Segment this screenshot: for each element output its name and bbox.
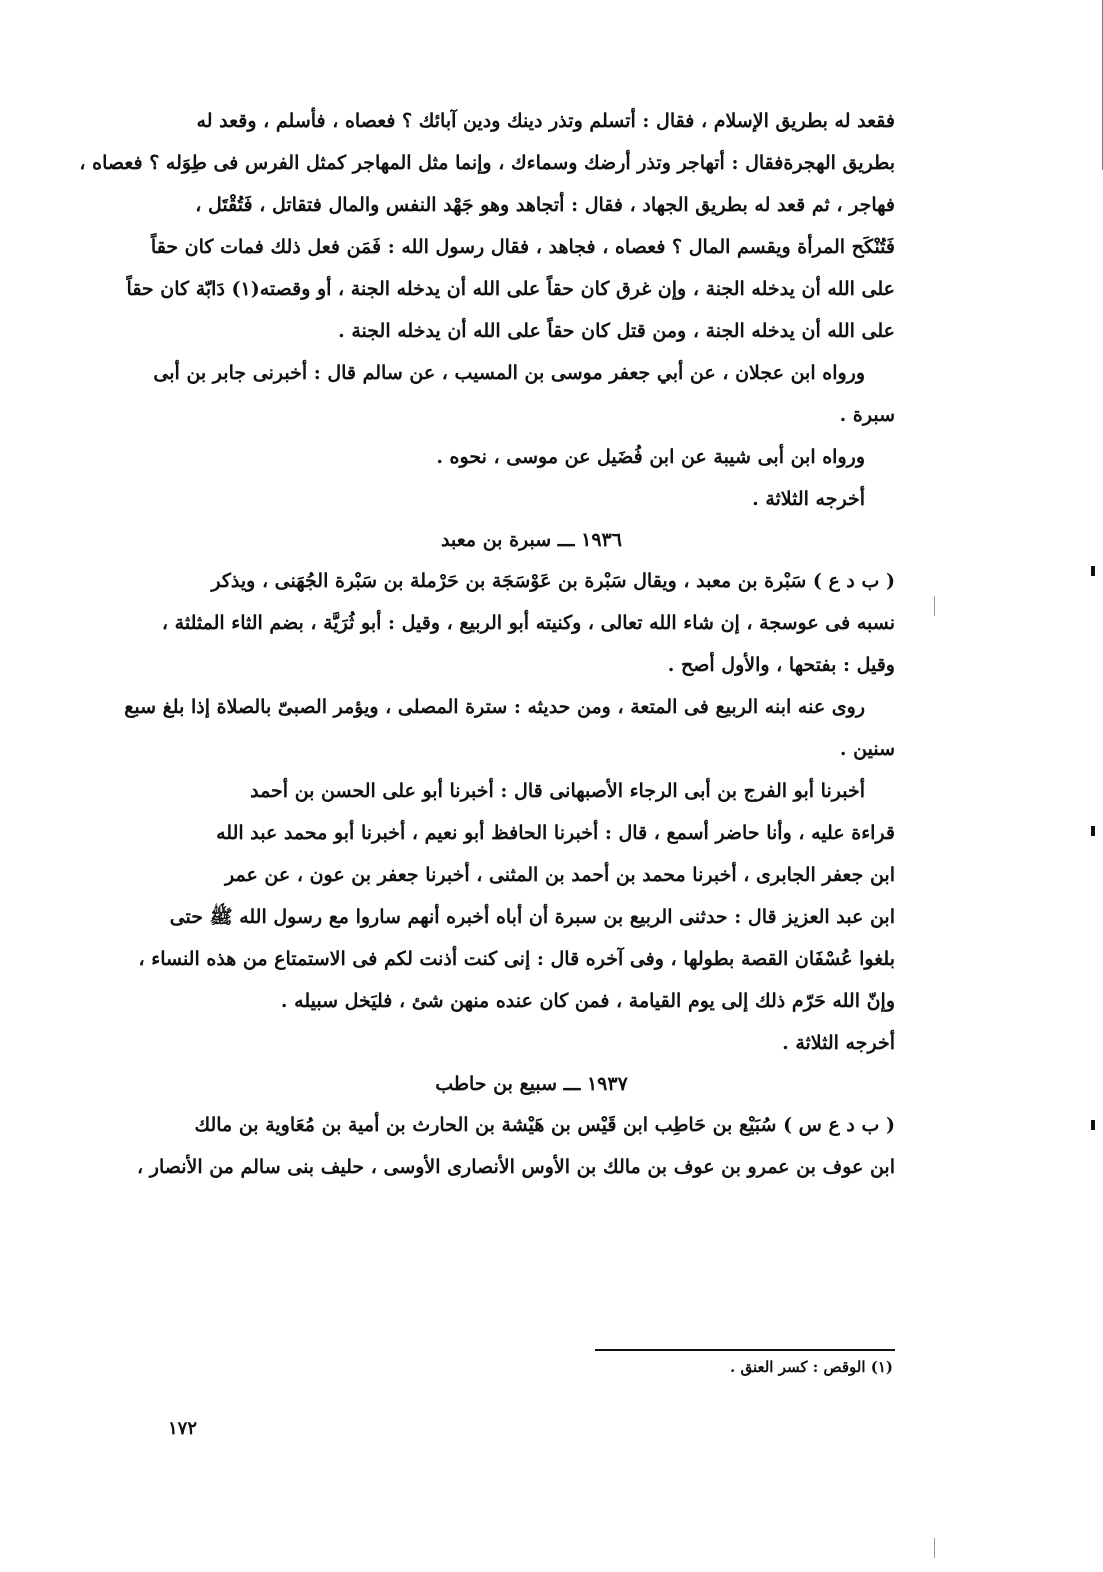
margin-mark [1091,566,1095,576]
text-line: روى عنه ابنه الربيع فى المتعة ، ومن حديثه : سترة المصلى ، ويؤمر الصبىّ بالصلاة إذا بلغ سبع [124,696,865,718]
text-line: ابن عوف بن عمرو بن عوف بن مالك بن الأوس الأنصارى الأوسى ، حليف بنى سالم من الأنصار ، [137,1156,895,1178]
scan-dash-mark [934,596,935,616]
text-line: على الله أن يدخله الجنة ، وإن غرق كان حقاً على الله أن يدخله الجنة ، أو وقصته(١) دَابّة كان حقاً [126,278,895,300]
text-line: أخبرنا أبو الفرج بن أبى الرجاء الأصبهانى قال : أخبرنا أبو على الحسن بن أحمد [250,780,865,802]
text-line: وإنّ الله حَرّم ذلك إلى يوم القيامة ، فمن كان عنده منهن شئ ، فليَخل سبيله . [280,990,895,1012]
text-line: سنين . [839,738,895,760]
text-line: ابن عبد العزيز قال : حدثنى الربيع بن سبرة أن أباه أخبره أنهم ساروا مع رسول الله ﷺ حتى [169,906,895,928]
section-2-heading: ١٩٣٦ ـــ سبرة بن معبد [441,529,622,551]
footnote: (١) الوقص : كسر العنق . [730,1358,893,1376]
section-1-narration-2 [168,436,895,478]
text-line: فهاجر ، ثم قعد له بطريق الجهاد ، فقال : أتجاهد وهو جَهْد النفس والمال فتقاتل ، فَتُقْتَل ، [195,194,895,216]
page-number: ١٧٢ [168,1418,198,1439]
text-line: نسبه فى عوسجة ، إن شاء الله تعالى ، وكنيته أبو الربيع ، وقيل : أبو ثُرَيَّة ، بضم الثاء المثلثة ، [161,612,895,634]
section-2-isnad [138,770,895,1022]
main-text [79,100,895,1188]
text-line: فَتُنْكَح المرأة ويقسم المال ؟ فعصاه ، فجاهد ، فقال رسول الله : فَمَن فعل ذلك فمات كان حقاً [150,236,895,258]
text-line: ابن جعفر الجابرى ، أخبرنا محمد بن أحمد بن المثنى ، أخبرنا جعفر بن عون ، عن عمر [225,864,895,886]
text-line: سبرة . [839,404,895,426]
text-line: على الله أن يدخله الجنة ، ومن قتل كان حقاً على الله أن يدخله الجنة . [338,320,895,342]
text-line: بطريق الهجرةفقال : أتهاجر وتذر أرضك وسماءك ، وإنما مثل المهاجر كمثل الفرس فى طِوَله ؟ فعصاه ، [79,152,895,174]
scan-dash-mark [934,1538,935,1558]
text-line: فقعد له بطريق الإسلام ، فقال : أتسلم وتذر دينك ودين آبائك ؟ فعصاه ، فأسلم ، وقعد له [196,110,895,132]
text-line: ورواه ابن أبى شيبة عن ابن فُضَيل عن موسى ، نحوه . [436,446,865,468]
section-1-body [79,100,895,352]
margin-mark [1091,1120,1095,1130]
margin-mark [1091,826,1095,836]
text-line: ( ب د ع ) سَبْرة بن معبد ، ويقال سَبْرة بن عَوْسَجَة بن حَرْملة بن سَبْرة الجُهَنى ، ويذكر [211,570,895,592]
section-1-narration [153,352,895,436]
section-2-takhrij [168,1022,895,1064]
section-3-body [137,1104,895,1188]
section-2-body [161,560,895,686]
section-1-takhrij [168,478,895,520]
footnote-divider [595,1349,895,1351]
text-line: وقيل : بفتحها ، والأول أصح . [667,654,895,676]
text-line: أخرجه الثلاثة . [752,488,865,510]
text-line: قراءة عليه ، وأنا حاضر أسمع ، قال : أخبرنا الحافظ أبو نعيم ، أخبرنا أبو محمد عبد الله [216,822,895,844]
section-2-riwaya [124,686,895,770]
text-line: بلغوا عُسْفَان القصة بطولها ، وفى آخره قال : إنى كنت أذنت لكم فى الاستمتاع من هذه النساء ، [138,948,895,970]
section-3-heading: ١٩٣٧ ـــ سبيع بن حاطب [435,1073,628,1095]
text-line: ورواه ابن عجلان ، عن أبي جعفر موسى بن المسيب ، عن سالم قال : أخبرنى جابر بن أبى [153,362,865,384]
text-line: أخرجه الثلاثة . [782,1032,895,1054]
text-line: ( ب د ع س ) سُبَيْع بن حَاطِب ابن قَيْس بن هَيْشة بن الحارث بن أمية بن مُعَاوية بن مالك [194,1114,895,1136]
